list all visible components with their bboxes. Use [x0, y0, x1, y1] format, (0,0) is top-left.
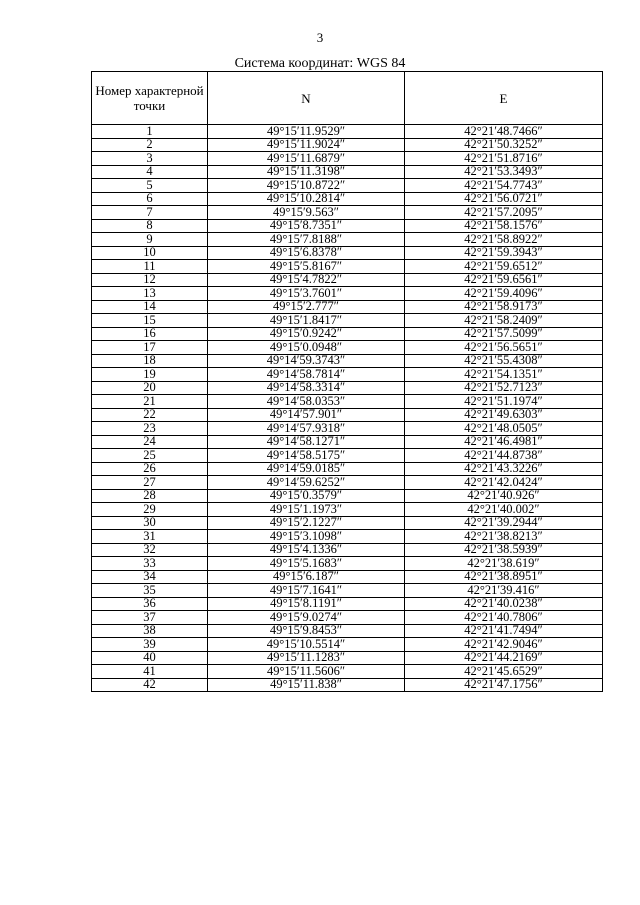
cell-point-number: 30	[92, 516, 208, 530]
cell-e: 42°21′52.7123″	[405, 381, 603, 395]
cell-e: 42°21′40.0238″	[405, 597, 603, 611]
cell-point-number: 13	[92, 287, 208, 301]
cell-point-number: 40	[92, 651, 208, 665]
cell-e: 42°21′46.4981″	[405, 435, 603, 449]
cell-point-number: 22	[92, 408, 208, 422]
cell-n: 49°15′1.8417″	[208, 314, 405, 328]
cell-point-number: 3	[92, 152, 208, 166]
cell-n: 49°15′10.2814″	[208, 192, 405, 206]
cell-n: 49°15′10.5514″	[208, 638, 405, 652]
cell-e: 42°21′40.7806″	[405, 611, 603, 625]
table-header	[92, 72, 603, 125]
cell-point-number: 29	[92, 503, 208, 517]
cell-point-number: 2	[92, 138, 208, 152]
table-row	[92, 543, 603, 557]
cell-point-number: 25	[92, 449, 208, 463]
cell-e: 42°21′47.1756″	[405, 678, 603, 692]
cell-e: 42°21′38.619″	[405, 557, 603, 571]
cell-n: 49°14′58.7814″	[208, 368, 405, 382]
cell-e: 42°21′48.7466″	[405, 125, 603, 139]
cell-point-number: 38	[92, 624, 208, 638]
cell-point-number: 9	[92, 233, 208, 247]
cell-n: 49°14′58.3314″	[208, 381, 405, 395]
cell-n: 49°15′6.187″	[208, 570, 405, 584]
table-row	[92, 462, 603, 476]
table-row	[92, 233, 603, 247]
table-row	[92, 260, 603, 274]
table-row	[92, 570, 603, 584]
header-n: N	[208, 72, 405, 125]
table-row	[92, 354, 603, 368]
cell-n: 49°15′3.7601″	[208, 287, 405, 301]
cell-point-number: 35	[92, 584, 208, 598]
cell-e: 42°21′57.2095″	[405, 206, 603, 220]
cell-e: 42°21′42.9046″	[405, 638, 603, 652]
cell-point-number: 16	[92, 327, 208, 341]
cell-point-number: 11	[92, 260, 208, 274]
table-row	[92, 152, 603, 166]
cell-e: 42°21′55.4308″	[405, 354, 603, 368]
cell-point-number: 28	[92, 489, 208, 503]
table-row	[92, 597, 603, 611]
cell-n: 49°14′57.9318″	[208, 422, 405, 436]
cell-e: 42°21′59.3943″	[405, 246, 603, 260]
cell-e: 42°21′56.0721″	[405, 192, 603, 206]
cell-e: 42°21′39.2944″	[405, 516, 603, 530]
cell-n: 49°15′8.1191″	[208, 597, 405, 611]
cell-e: 42°21′38.5939″	[405, 543, 603, 557]
cell-e: 42°21′49.6303″	[405, 408, 603, 422]
table-row	[92, 327, 603, 341]
cell-point-number: 24	[92, 435, 208, 449]
table-row	[92, 273, 603, 287]
cell-n: 49°15′7.8188″	[208, 233, 405, 247]
table-row	[92, 422, 603, 436]
cell-n: 49°14′59.3743″	[208, 354, 405, 368]
table-row	[92, 503, 603, 517]
table-row	[92, 638, 603, 652]
cell-point-number: 5	[92, 179, 208, 193]
table-row	[92, 665, 603, 679]
cell-point-number: 12	[92, 273, 208, 287]
cell-n: 49°15′2.777″	[208, 300, 405, 314]
table-row	[92, 138, 603, 152]
cell-point-number: 41	[92, 665, 208, 679]
cell-n: 49°15′0.9242″	[208, 327, 405, 341]
cell-e: 42°21′40.002″	[405, 503, 603, 517]
table-row	[92, 206, 603, 220]
cell-point-number: 32	[92, 543, 208, 557]
cell-point-number: 31	[92, 530, 208, 544]
cell-e: 42°21′56.5651″	[405, 341, 603, 355]
cell-n: 49°15′11.9024″	[208, 138, 405, 152]
table-row	[92, 219, 603, 233]
cell-n: 49°15′7.1641″	[208, 584, 405, 598]
cell-n: 49°14′58.0353″	[208, 395, 405, 409]
cell-point-number: 18	[92, 354, 208, 368]
table-row	[92, 530, 603, 544]
cell-n: 49°15′4.7822″	[208, 273, 405, 287]
cell-e: 42°21′51.1974″	[405, 395, 603, 409]
table-row	[92, 368, 603, 382]
cell-n: 49°15′3.1098″	[208, 530, 405, 544]
table-row	[92, 408, 603, 422]
cell-n: 49°15′4.1336″	[208, 543, 405, 557]
cell-point-number: 34	[92, 570, 208, 584]
cell-e: 42°21′54.1351″	[405, 368, 603, 382]
cell-point-number: 7	[92, 206, 208, 220]
cell-n: 49°15′9.0274″	[208, 611, 405, 625]
cell-point-number: 14	[92, 300, 208, 314]
cell-e: 42°21′54.7743″	[405, 179, 603, 193]
cell-n: 49°15′11.3198″	[208, 165, 405, 179]
table-row	[92, 516, 603, 530]
table-row	[92, 314, 603, 328]
page-number: 3	[316, 30, 324, 45]
table-row	[92, 287, 603, 301]
cell-point-number: 36	[92, 597, 208, 611]
header-e: E	[405, 72, 603, 125]
cell-e: 42°21′45.6529″	[405, 665, 603, 679]
cell-point-number: 21	[92, 395, 208, 409]
cell-n: 49°15′8.7351″	[208, 219, 405, 233]
cell-e: 42°21′50.3252″	[405, 138, 603, 152]
table-row	[92, 489, 603, 503]
cell-e: 42°21′58.9173″	[405, 300, 603, 314]
cell-e: 42°21′39.416″	[405, 584, 603, 598]
cell-n: 49°15′11.838″	[208, 678, 405, 692]
cell-e: 42°21′42.0424″	[405, 476, 603, 490]
header-row	[92, 72, 603, 125]
table-row	[92, 476, 603, 490]
cell-n: 49°15′5.8167″	[208, 260, 405, 274]
cell-n: 49°15′11.9529″	[208, 125, 405, 139]
table-row	[92, 179, 603, 193]
cell-point-number: 37	[92, 611, 208, 625]
cell-n: 49°15′5.1683″	[208, 557, 405, 571]
table-row	[92, 584, 603, 598]
cell-point-number: 20	[92, 381, 208, 395]
cell-e: 42°21′57.5099″	[405, 327, 603, 341]
cell-n: 49°14′59.0185″	[208, 462, 405, 476]
table-body	[92, 125, 603, 692]
table-row	[92, 192, 603, 206]
table-row	[92, 611, 603, 625]
cell-e: 42°21′43.3226″	[405, 462, 603, 476]
cell-n: 49°15′10.8722″	[208, 179, 405, 193]
table-row	[92, 165, 603, 179]
cell-n: 49°14′57.901″	[208, 408, 405, 422]
table-row	[92, 395, 603, 409]
cell-e: 42°21′59.4096″	[405, 287, 603, 301]
cell-e: 42°21′38.8213″	[405, 530, 603, 544]
cell-e: 42°21′58.1576″	[405, 219, 603, 233]
cell-e: 42°21′44.2169″	[405, 651, 603, 665]
coordinate-system-title: Система координат: WGS 84	[234, 56, 406, 71]
cell-n: 49°14′59.6252″	[208, 476, 405, 490]
cell-e: 42°21′40.926″	[405, 489, 603, 503]
cell-n: 49°14′58.5175″	[208, 449, 405, 463]
cell-n: 49°15′9.563″	[208, 206, 405, 220]
table-row	[92, 435, 603, 449]
table-row	[92, 557, 603, 571]
cell-e: 42°21′48.0505″	[405, 422, 603, 436]
table-row	[92, 624, 603, 638]
cell-e: 42°21′41.7494″	[405, 624, 603, 638]
cell-point-number: 6	[92, 192, 208, 206]
table-row	[92, 678, 603, 692]
cell-n: 49°15′11.6879″	[208, 152, 405, 166]
cell-n: 49°15′6.8378″	[208, 246, 405, 260]
table-row	[92, 125, 603, 139]
cell-e: 42°21′59.6561″	[405, 273, 603, 287]
cell-point-number: 17	[92, 341, 208, 355]
table-row	[92, 341, 603, 355]
cell-point-number: 33	[92, 557, 208, 571]
cell-n: 49°15′0.3579″	[208, 489, 405, 503]
cell-point-number: 26	[92, 462, 208, 476]
coordinates-table	[91, 71, 603, 692]
cell-e: 42°21′38.8951″	[405, 570, 603, 584]
cell-e: 42°21′58.2409″	[405, 314, 603, 328]
cell-point-number: 39	[92, 638, 208, 652]
cell-n: 49°15′0.0948″	[208, 341, 405, 355]
cell-point-number: 1	[92, 125, 208, 139]
table-row	[92, 246, 603, 260]
table-row	[92, 381, 603, 395]
cell-n: 49°15′1.1973″	[208, 503, 405, 517]
cell-n: 49°15′11.1283″	[208, 651, 405, 665]
table-row	[92, 651, 603, 665]
table-row	[92, 300, 603, 314]
cell-n: 49°15′11.5606″	[208, 665, 405, 679]
cell-point-number: 15	[92, 314, 208, 328]
cell-point-number: 27	[92, 476, 208, 490]
cell-e: 42°21′51.8716″	[405, 152, 603, 166]
cell-e: 42°21′59.6512″	[405, 260, 603, 274]
cell-point-number: 19	[92, 368, 208, 382]
cell-e: 42°21′53.3493″	[405, 165, 603, 179]
cell-n: 49°15′9.8453″	[208, 624, 405, 638]
cell-point-number: 10	[92, 246, 208, 260]
cell-e: 42°21′58.8922″	[405, 233, 603, 247]
cell-n: 49°15′2.1227″	[208, 516, 405, 530]
header-point-number: Номер характерной точки	[92, 72, 208, 125]
table-row	[92, 449, 603, 463]
cell-point-number: 8	[92, 219, 208, 233]
cell-point-number: 4	[92, 165, 208, 179]
cell-point-number: 42	[92, 678, 208, 692]
cell-point-number: 23	[92, 422, 208, 436]
cell-e: 42°21′44.8738″	[405, 449, 603, 463]
cell-n: 49°14′58.1271″	[208, 435, 405, 449]
